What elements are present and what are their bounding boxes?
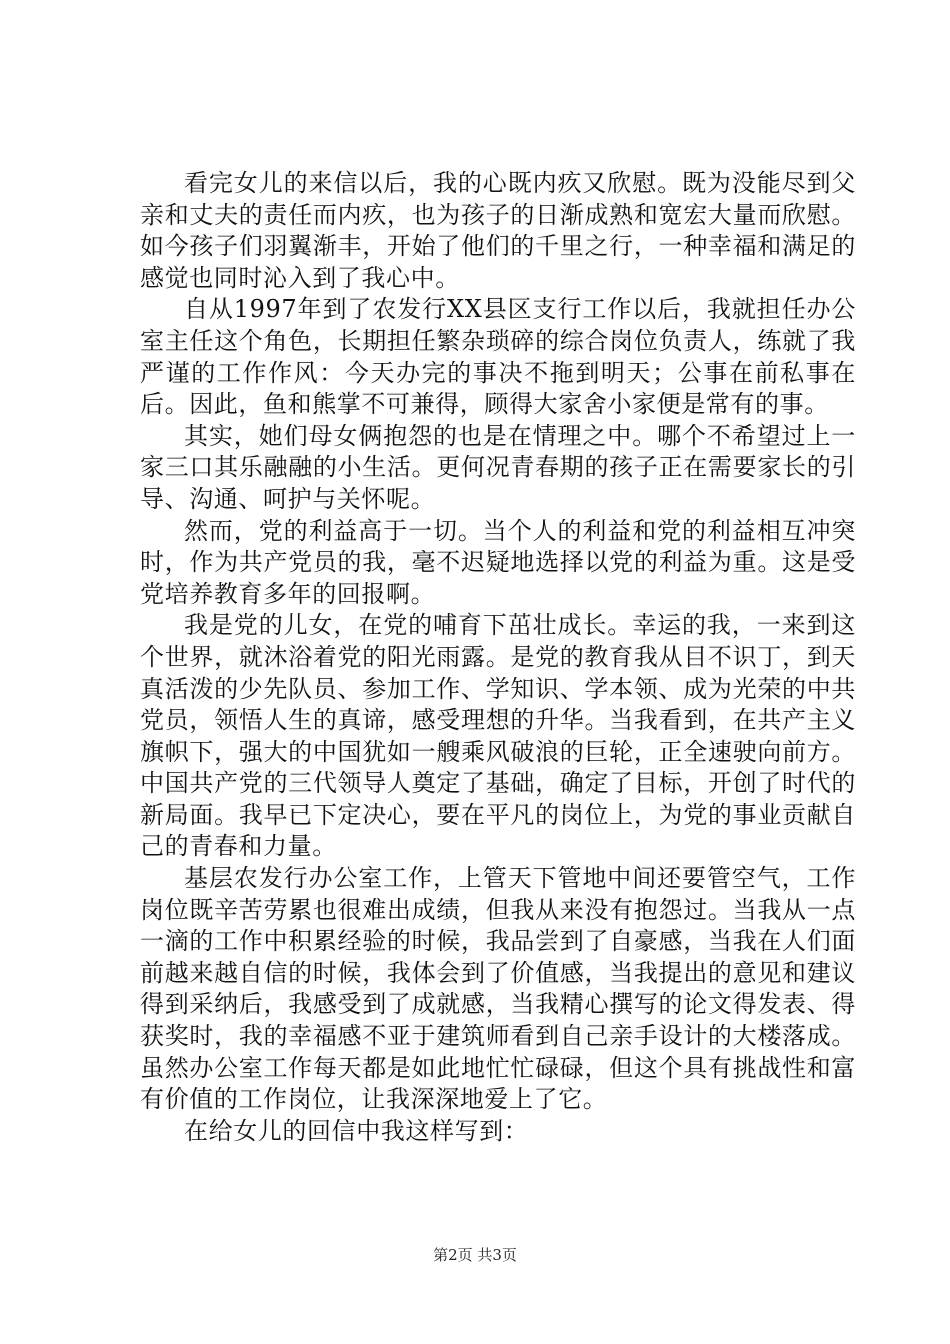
paragraph-5: 我是党的儿女，在党的哺育下茁壮成长。幸运的我，一来到这个世界，就沐浴着党的阳光雨露。是党的教育我从目不识丁，到天真活泼的少先队员、参加工作、学知识、学本领、成为光荣的中共党员，领悟人生的真谛，感受理想的升华。当我看到，在共产主义旗帜下，强大的中国犹如一艘乘风破浪的巨轮，正全速驶向前方。中国共产党的三代领导人奠定了基础，确定了目标，开创了时代的新局面。我早已下定决心，要在平凡的岗位上，为党的事业贡献自己的青春和力量。: [140, 611, 856, 861]
paragraph-2: 自从1997年到了农发行XX县区支行工作以后，我就担任办公室主任这个角色，长期担任繁杂琐碎的综合岗位负责人，练就了我严谨的工作作风：今天办完的事决不拖到明天；公事在前私事在后。因此，鱼和熊掌不可兼得，顾得大家舍小家便是常有的事。: [140, 295, 856, 419]
paragraph-3: 其实，她们母女俩抱怨的也是在情理之中。哪个不希望过上一家三口其乐融融的小生活。更何况青春期的孩子正在需要家长的引导、沟通、呵护与关怀呢。: [140, 421, 856, 513]
paragraph-6: 基层农发行办公室工作，上管天下管地中间还要管空气，工作岗位既辛苦劳累也很难出成绩，但我从来没有抱怨过。当我从一点一滴的工作中积累经验的时候，我品尝到了自豪感，当我在人们面前越来越自信的时候，我体会到了价值感，当我提出的意见和建议得到采纳后，我感受到了成就感，当我精心撰写的论文得发表、得获奖时，我的幸福感不亚于建筑师看到自己亲手设计的大楼落成。虽然办公室工作每天都是如此地忙忙碌碌，但这个具有挑战性和富有价值的工作岗位，让我深深地爱上了它。: [140, 864, 856, 1114]
paragraph-1: 看完女儿的来信以后，我的心既内疚又欣慰。既为没能尽到父亲和丈夫的责任而内疚，也为孩子的日渐成熟和宽宏大量而欣慰。如今孩子们羽翼渐丰，开始了他们的千里之行，一种幸福和满足的感觉也同时沁入到了我心中。: [140, 169, 856, 292]
paragraph-4: 然而，党的利益高于一切。当个人的利益和党的利益相互冲突时，作为共产党员的我，毫不迟疑地选择以党的利益为重。这是受党培养教育多年的回报啊。: [140, 516, 856, 608]
page-footer: 第2页 共3页: [433, 1246, 517, 1264]
paragraph-7: 在给女儿的回信中我这样写到：: [184, 1116, 529, 1145]
document-body: [140, 168, 856, 1147]
